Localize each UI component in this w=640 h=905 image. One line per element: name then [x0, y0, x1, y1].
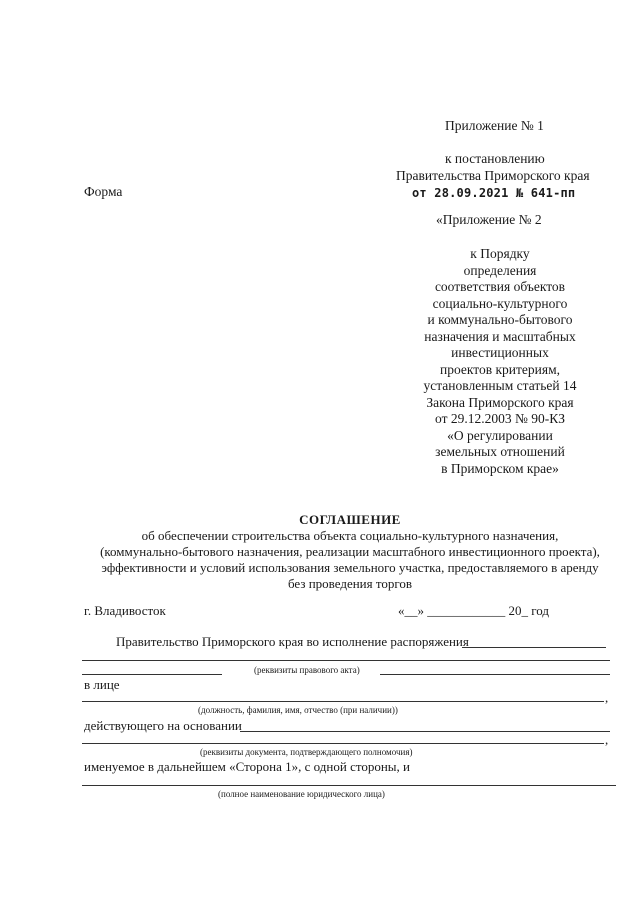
- form-label: Форма: [84, 184, 123, 199]
- order-line: назначения и масштабных: [424, 328, 576, 344]
- party-1-text: именуемое в дальнейшем «Сторона 1», с одной стороны, и: [84, 759, 410, 774]
- date-field[interactable]: «__» ____________ 20_ год: [398, 603, 549, 618]
- comma-1: ,: [605, 690, 609, 705]
- agreement-title-block: [80, 512, 620, 592]
- basis-blank-line-2[interactable]: [82, 743, 604, 744]
- order-reference-block: [395, 246, 605, 477]
- order-line: установленным статьей 14: [423, 378, 577, 393]
- intro-text: Правительство Приморского края во исполнение распоряжения: [116, 634, 469, 649]
- order-blank-line[interactable]: [462, 647, 606, 648]
- order-line: от 29.12.2003 № 90-КЗ: [435, 411, 565, 426]
- order-line: земельных отношений: [435, 444, 565, 459]
- order-line: и коммунально-бытового: [427, 312, 573, 327]
- authority-doc-hint: (реквизиты документа, подтверждающего полномочия): [200, 747, 413, 757]
- agreement-subtitle-line: (коммунально-бытового назначения, реализации масштабного инвестиционного проекта),: [100, 544, 600, 559]
- agreement-subtitle-line: без проведения торгов: [287, 576, 413, 591]
- org-name-blank-line[interactable]: [82, 785, 616, 786]
- person-hint: (должность, фамилия, имя, отчество (при наличии)): [198, 705, 398, 715]
- order-line: к Порядку: [470, 246, 530, 261]
- comma-2: ,: [605, 732, 609, 747]
- agreement-heading: СОГЛАШЕНИЕ: [299, 512, 401, 527]
- in-person-label: в лице: [84, 677, 120, 692]
- order-line: Закона Приморского края: [426, 394, 574, 410]
- government-label: Правительства Приморского края: [396, 168, 590, 183]
- legal-act-blank-left[interactable]: [82, 674, 222, 675]
- order-line: проектов критериям,: [439, 361, 560, 377]
- acting-basis-label: действующего на основании: [84, 718, 242, 733]
- agreement-subtitle-line: эффективности и условий использования земельного участка, предоставляемого в аренду: [101, 560, 599, 575]
- agreement-subtitle-line: об обеспечении строительства объекта социально-культурного назначения,: [141, 528, 559, 543]
- decree-date-stamp: от 28.09.2021 № 641-пп: [412, 186, 576, 200]
- order-line: в Приморском крае»: [441, 460, 559, 476]
- order-line: инвестиционных: [451, 345, 549, 360]
- city-label: г. Владивосток: [84, 603, 166, 618]
- appendix-2-label: «Приложение № 2: [436, 212, 542, 227]
- person-blank-line[interactable]: [82, 701, 604, 702]
- order-line: социально-культурного: [432, 295, 568, 311]
- order-blank-line-2[interactable]: [82, 660, 610, 661]
- order-line: определения: [463, 262, 537, 278]
- legal-act-hint: (реквизиты правового акта): [254, 665, 360, 675]
- basis-blank-line[interactable]: [240, 731, 610, 732]
- order-line: «О регулировании: [447, 427, 553, 443]
- order-line: соответствия объектов: [434, 279, 566, 294]
- to-decree-label: к постановлению: [445, 151, 545, 166]
- appendix-1-label: Приложение № 1: [445, 118, 544, 133]
- org-name-hint: (полное наименование юридического лица): [218, 789, 385, 799]
- legal-act-blank-right[interactable]: [380, 674, 610, 675]
